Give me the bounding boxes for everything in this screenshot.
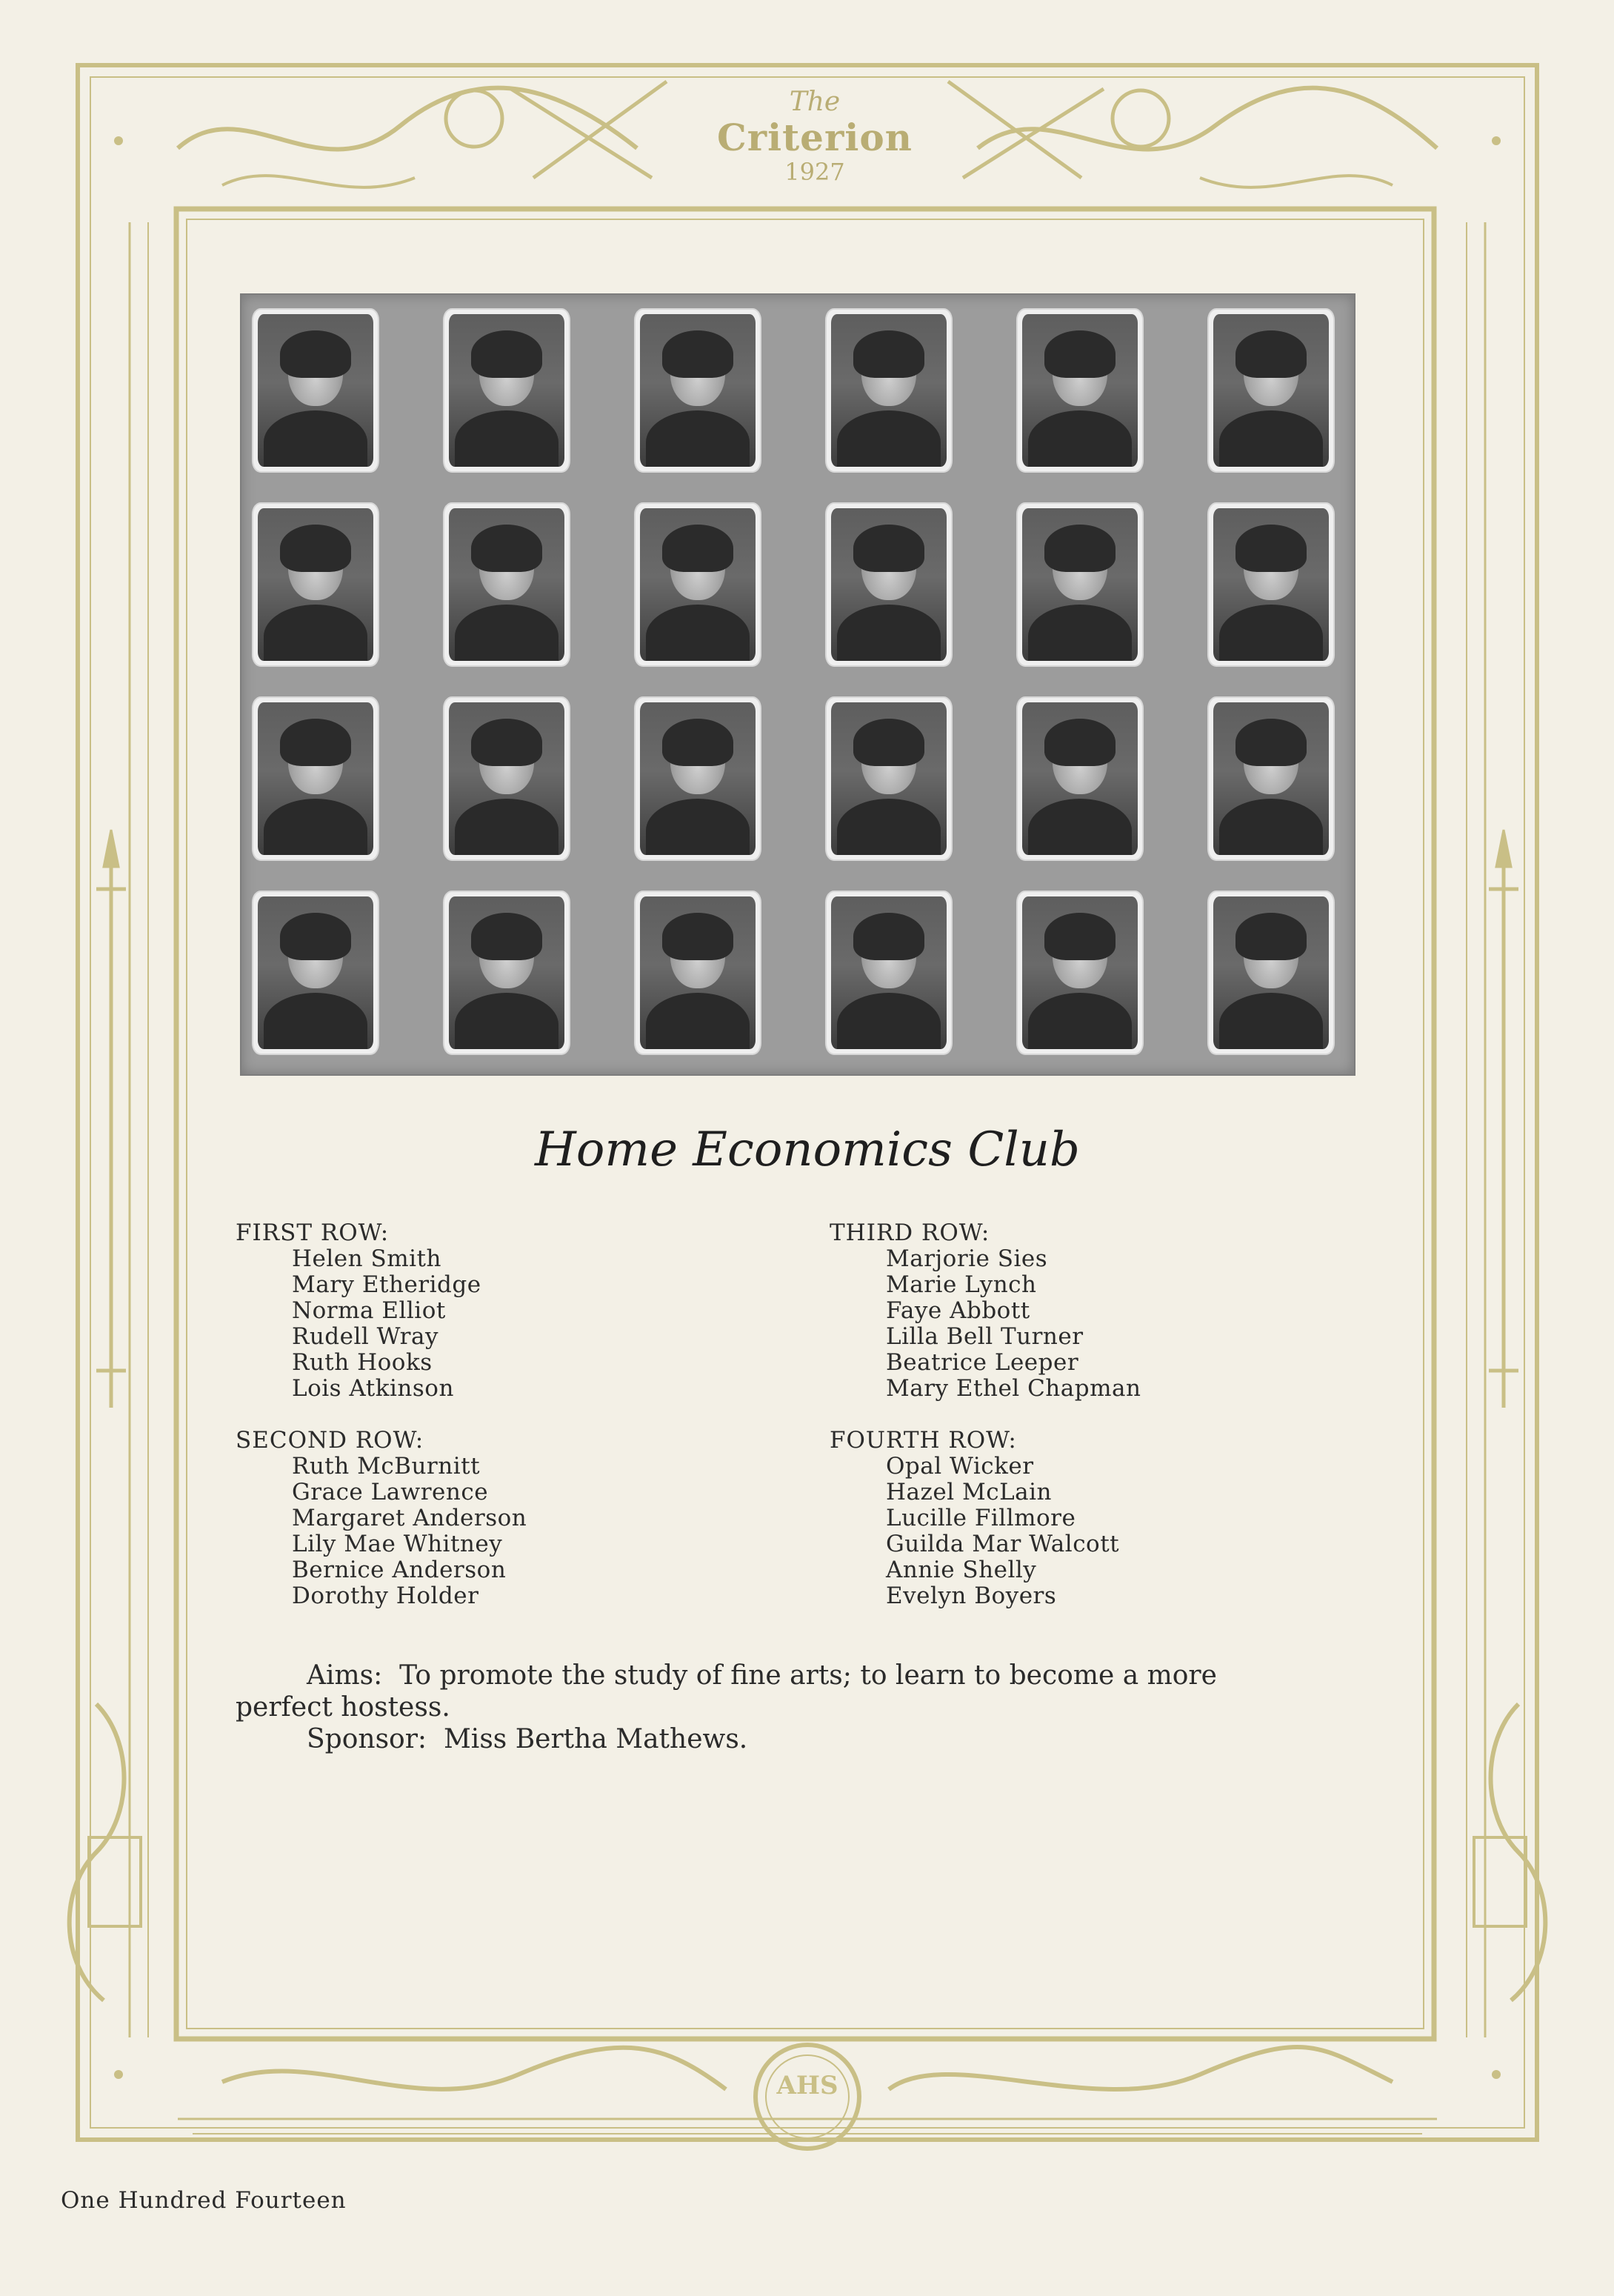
portrait-photo (1018, 504, 1142, 665)
roster-name: Faye Abbott (886, 1297, 1030, 1324)
portrait-photo (827, 892, 951, 1054)
roster-name: Guilda Mar Walcott (886, 1531, 1120, 1557)
aims-line-1: Aims: To promote the study of fine arts; to learn to become a more (307, 1660, 1217, 1691)
portrait-photo (1018, 892, 1142, 1054)
roster-name: Helen Smith (292, 1245, 441, 1272)
club-title: Home Economics Club (535, 1122, 1080, 1177)
roster-heading: FOURTH ROW: (830, 1427, 1017, 1454)
roster-name: Lois Atkinson (292, 1375, 454, 1402)
roster-name: Opal Wicker (886, 1453, 1034, 1480)
portrait-photo (444, 892, 569, 1054)
portrait-photo (636, 504, 760, 665)
roster-second-row (236, 1428, 527, 1609)
roster-name: Dorothy Holder (292, 1583, 479, 1609)
portrait-photo (444, 698, 569, 859)
roster-fourth-row (830, 1428, 1141, 1609)
portrait-photo (444, 504, 569, 665)
club-photo-panel (240, 293, 1355, 1076)
page-number: One Hundred Fourteen (61, 2187, 347, 2214)
roster-name: Evelyn Boyers (886, 1583, 1057, 1609)
roster-name: Annie Shelly (886, 1557, 1037, 1583)
portrait-photo (636, 892, 760, 1054)
portrait-photo (253, 698, 378, 859)
portrait-photo (827, 698, 951, 859)
roster-name: Grace Lawrence (292, 1479, 489, 1505)
sponsor-line: Sponsor: Miss Bertha Mathews. (307, 1724, 748, 1754)
roster-name: Marjorie Sies (886, 1245, 1048, 1272)
roster-right-column (830, 1220, 1141, 1635)
roster-name: Ruth Hooks (292, 1349, 433, 1376)
portrait-photo (636, 698, 760, 859)
roster-first-row (236, 1220, 527, 1402)
header-publication: Criterion (716, 116, 913, 159)
portrait-photo (253, 504, 378, 665)
roster-name: Lilla Bell Turner (886, 1323, 1084, 1350)
roster-heading: THIRD ROW: (830, 1219, 990, 1246)
portrait-photo (827, 504, 951, 665)
portrait-photo (827, 310, 951, 471)
roster-name: Bernice Anderson (292, 1557, 507, 1583)
portrait-photo (253, 310, 378, 471)
roster-heading: FIRST ROW: (236, 1219, 390, 1246)
roster-third-row (830, 1220, 1141, 1402)
roster-name: Lucille Fillmore (886, 1505, 1076, 1531)
publication-header (689, 87, 941, 185)
roster-left-column (236, 1220, 527, 1635)
portrait-photo (444, 310, 569, 471)
portrait-photo (1209, 504, 1333, 665)
portrait-photo (253, 892, 378, 1054)
roster-name: Norma Elliot (292, 1297, 446, 1324)
header-year: 1927 (784, 158, 845, 186)
roster-name: Mary Ethel Chapman (886, 1375, 1141, 1402)
portrait-photo (636, 310, 760, 471)
header-the: The (789, 87, 841, 117)
emblem-letters: AHS (776, 2071, 838, 2100)
roster-name: Margaret Anderson (292, 1505, 527, 1531)
roster-name: Mary Etheridge (292, 1271, 481, 1298)
portrait-photo (1209, 310, 1333, 471)
roster-name: Hazel McLain (886, 1479, 1053, 1505)
roster-name: Beatrice Leeper (886, 1349, 1079, 1376)
roster-name: Marie Lynch (886, 1271, 1037, 1298)
aims-paragraph (236, 1660, 1361, 1755)
portrait-photo (1018, 698, 1142, 859)
portrait-photo (1209, 892, 1333, 1054)
roster-heading: SECOND ROW: (236, 1427, 424, 1454)
aims-line-2: perfect hostess. (236, 1692, 450, 1723)
roster-name: Lily Mae Whitney (292, 1531, 503, 1557)
roster-name: Rudell Wray (292, 1323, 438, 1350)
roster-name: Ruth McBurnitt (292, 1453, 481, 1480)
portrait-photo (1018, 310, 1142, 471)
portrait-photo (1209, 698, 1333, 859)
